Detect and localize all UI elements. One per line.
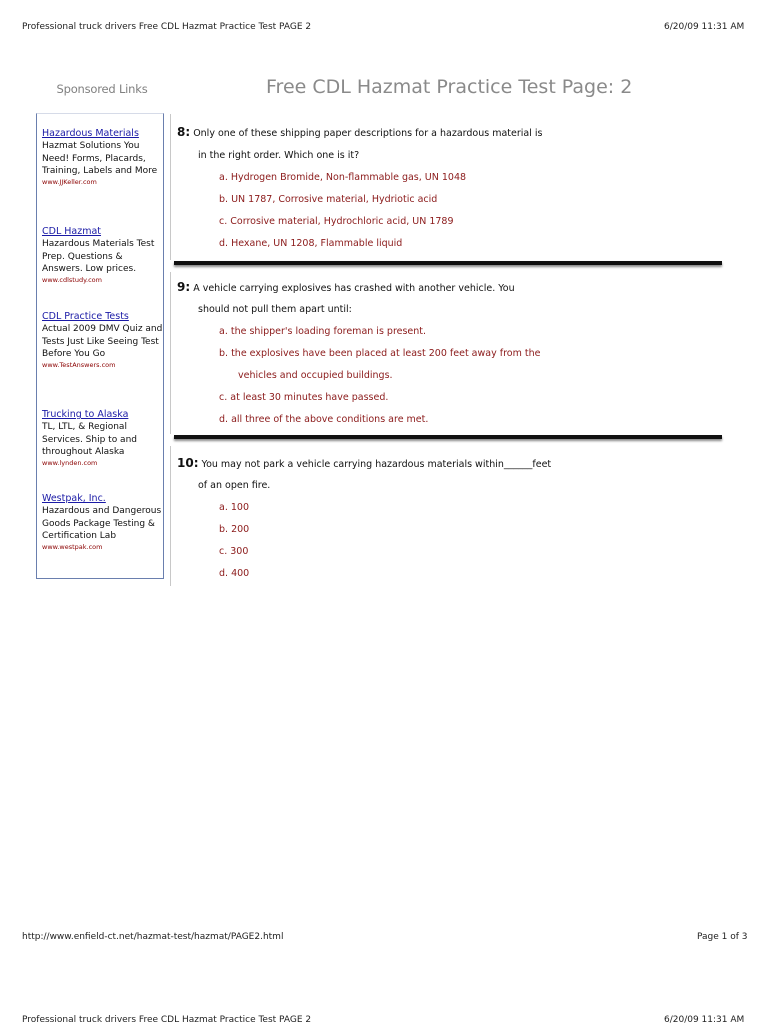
- sponsored-links-heading: Sponsored Links: [56, 82, 148, 96]
- answer-option[interactable]: d. all three of the above conditions are met.: [219, 414, 429, 425]
- ad-title-link[interactable]: Hazardous Materials: [42, 128, 139, 139]
- ad-text: Hazardous Materials Test Prep. Questions & Answers. Low prices.: [42, 239, 155, 274]
- question-text-cont: should not pull them apart until:: [198, 304, 352, 315]
- answer-option[interactable]: d. 400: [219, 568, 250, 579]
- question-9: [177, 280, 515, 294]
- answer-option[interactable]: a. Hydrogen Bromide, Non-flammable gas, UN 1048: [219, 172, 467, 183]
- ad-text: Hazardous and Dangerous Goods Package Testing & Certification Lab: [42, 506, 162, 541]
- question-text: Only one of these shipping paper descriptions for a hazardous material is: [193, 128, 543, 139]
- question-text-cont: of an open fire.: [198, 480, 271, 491]
- section-divider: [174, 261, 722, 265]
- answer-option[interactable]: b. UN 1787, Corrosive material, Hydriotic acid: [219, 194, 438, 205]
- question-border: [170, 272, 171, 434]
- question-number: 9:: [177, 280, 191, 294]
- ad-text: Hazmat Solutions You Need! Forms, Placards, Training, Labels and More: [42, 141, 158, 176]
- answer-option[interactable]: d. Hexane, UN 1208, Flammable liquid: [219, 238, 403, 249]
- ad-text: TL, LTL, & Regional Services. Ship to and throughout Alaska: [42, 422, 137, 457]
- question-number: 8:: [177, 125, 191, 139]
- ad-url-link[interactable]: www.TestAnswers.com: [42, 360, 116, 369]
- ad-title-link[interactable]: Westpak, Inc.: [42, 493, 106, 504]
- question-10: [177, 456, 551, 470]
- ad-url-link[interactable]: www.JJKeller.com: [42, 177, 97, 186]
- ad-item: [42, 493, 164, 552]
- answer-option[interactable]: c. at least 30 minutes have passed.: [219, 392, 389, 403]
- question-text: You may not park a vehicle carrying hazardous materials within______feet: [201, 459, 552, 470]
- question-border: [170, 446, 171, 586]
- ad-url-link[interactable]: www.lynden.com: [42, 458, 98, 467]
- ad-title-link[interactable]: Trucking to Alaska: [42, 409, 129, 420]
- print-header-title-next: Professional truck drivers Free CDL Hazmat Practice Test PAGE 2: [22, 1015, 312, 1025]
- print-footer-url: http://www.enfield-ct.net/hazmat-test/hazmat/PAGE2.html: [22, 932, 284, 942]
- print-header-datetime: 6/20/09 11:31 AM: [664, 22, 745, 32]
- answer-option[interactable]: b. 200: [219, 524, 250, 535]
- question-text: A vehicle carrying explosives has crashed with another vehicle. You: [193, 283, 515, 294]
- answer-option[interactable]: b. the explosives have been placed at least 200 feet away from the: [219, 348, 541, 359]
- ad-url-link[interactable]: www.westpak.com: [42, 542, 103, 551]
- answer-option[interactable]: a. 100: [219, 502, 249, 513]
- section-divider: [174, 435, 722, 439]
- question-border: [170, 114, 171, 260]
- question-text-cont: in the right order. Which one is it?: [198, 150, 360, 161]
- print-footer-page: Page 1 of 3: [697, 932, 748, 942]
- ad-item: [42, 128, 164, 187]
- print-header-title: Professional truck drivers Free CDL Hazmat Practice Test PAGE 2: [22, 22, 312, 32]
- ad-title-link[interactable]: CDL Practice Tests: [42, 311, 129, 322]
- ad-item: [42, 409, 164, 468]
- answer-option-cont: vehicles and occupied buildings.: [238, 370, 393, 381]
- page-title: Free CDL Hazmat Practice Test Page: 2: [266, 76, 633, 98]
- ad-item: [42, 311, 164, 370]
- ad-title-link[interactable]: CDL Hazmat: [42, 226, 102, 237]
- ad-text: Actual 2009 DMV Quiz and Tests Just Like Seeing Test Before You Go: [42, 324, 163, 359]
- question-number: 10:: [177, 456, 199, 470]
- ad-item: [42, 226, 164, 285]
- answer-option[interactable]: a. the shipper's loading foreman is present.: [219, 326, 427, 337]
- question-8: [177, 125, 542, 139]
- ad-url-link[interactable]: www.cdlstudy.com: [42, 275, 102, 284]
- answer-option[interactable]: c. Corrosive material, Hydrochloric acid, UN 1789: [219, 216, 454, 227]
- answer-option[interactable]: c. 300: [219, 546, 249, 557]
- print-header-datetime-next: 6/20/09 11:31 AM: [664, 1015, 745, 1025]
